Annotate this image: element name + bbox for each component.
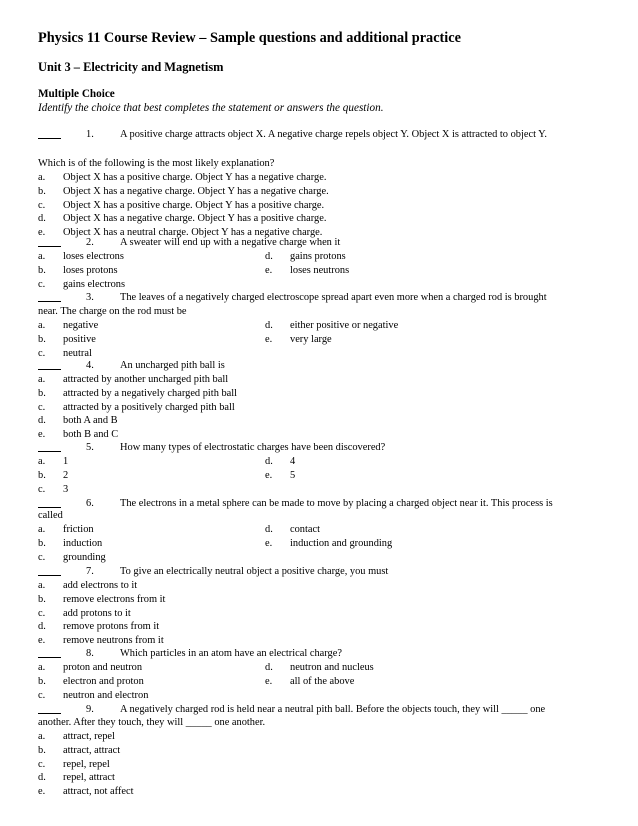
option-letter: e. (38, 429, 46, 441)
option-text: loses neutrons (290, 264, 350, 276)
option-text: contact (290, 524, 320, 535)
option-letter: c. (38, 483, 46, 495)
question-text: The leaves of a negatively charged electroscope spread apart even more when a charged rod is brought (120, 292, 547, 303)
option-text: loses electrons (63, 251, 124, 262)
option-letter: a. (38, 524, 46, 535)
option-letter: b. (38, 744, 46, 756)
option-text: 4 (290, 456, 296, 467)
option-text: all of the above (290, 675, 355, 687)
answer-blank (38, 648, 61, 658)
answer-blank (38, 704, 61, 714)
answer-blank (38, 442, 61, 452)
option-letter: c. (38, 347, 46, 359)
option-text: 3 (63, 483, 69, 495)
option-letter: b. (38, 537, 46, 549)
question-1 (38, 128, 600, 142)
option-letter: e. (38, 786, 46, 798)
option-letter: b. (38, 387, 46, 399)
option-letter: e. (38, 635, 46, 647)
option-text: Object X has a positive charge. Object Y has a negative charge. (63, 172, 327, 183)
answer-blank (38, 566, 61, 576)
option-text: induction (63, 537, 103, 549)
question-4 (38, 359, 600, 373)
question-text: An uncharged pith ball is (120, 360, 225, 371)
section-instructions: Identify the choice that best completes the statement or answers the question. (38, 102, 384, 114)
option-letter: c. (38, 758, 46, 770)
option-letter: a. (38, 731, 46, 742)
option-letter: a. (38, 456, 46, 467)
option-letter: c. (38, 551, 46, 563)
option-text: Object X has a positive charge. Object Y has a positive charge. (63, 199, 325, 211)
question-text-continued: near. The charge on the rod must be (38, 306, 187, 317)
option-text: negative (63, 320, 99, 331)
question-6 (38, 497, 600, 511)
option-text: attract, repel (63, 731, 115, 742)
option-letter: b. (38, 264, 46, 276)
option-letter: e. (265, 469, 273, 481)
option-letter: d. (265, 524, 273, 535)
option-text: Object X has a negative charge. Object Y has a positive charge. (63, 213, 327, 225)
option-letter: d. (265, 456, 273, 467)
question-number: 3. (86, 292, 94, 303)
option-text: both A and B (63, 415, 118, 427)
option-letter: d. (38, 415, 46, 427)
option-text: 1 (63, 456, 69, 467)
option-text: positive (63, 333, 96, 345)
question-number: 8. (86, 648, 94, 659)
option-text: induction and grounding (290, 537, 393, 549)
unit-heading: Unit 3 – Electricity and Magnetism (38, 60, 224, 74)
answer-blank (38, 237, 61, 247)
option-letter: e. (265, 264, 273, 276)
option-text: gains protons (290, 251, 346, 262)
option-letter: e. (265, 537, 273, 549)
option-text: repel, repel (63, 758, 110, 770)
option-letter: b. (38, 593, 46, 605)
question-number: 5. (86, 442, 94, 453)
option-text: repel, attract (63, 772, 115, 784)
option-text: proton and neutron (63, 662, 143, 673)
option-text: both B and C (63, 429, 119, 441)
option-text: remove electrons from it (63, 593, 166, 605)
option-letter: b. (38, 469, 46, 481)
option-text: neutron and electron (63, 689, 149, 701)
option-text: add protons to it (63, 607, 131, 619)
option-letter: c. (38, 199, 46, 211)
option-letter: d. (265, 320, 273, 331)
option-letter: b. (38, 333, 46, 345)
option-text: attracted by a positively charged pith ball (63, 401, 235, 413)
question-number: 7. (86, 566, 94, 577)
option-text: attracted by a negatively charged pith ball (63, 387, 238, 399)
option-text: either positive or negative (290, 320, 399, 331)
option-letter: a. (38, 662, 46, 673)
option-text: friction (63, 524, 94, 535)
option-letter: c. (38, 278, 46, 290)
option-letter: e. (265, 675, 273, 687)
option-letter: d. (265, 251, 273, 262)
option-text: loses protons (63, 264, 118, 276)
answer-blank (38, 360, 61, 370)
option-text: neutron and nucleus (290, 662, 374, 673)
section-heading: Multiple Choice (38, 88, 115, 100)
question-number: 1. (86, 129, 94, 140)
question-text-continued: called (38, 510, 63, 521)
option-text: remove protons from it (63, 621, 160, 633)
option-letter: c. (38, 689, 46, 701)
option-letter: d. (38, 621, 46, 633)
question-5 (38, 441, 600, 455)
question-7 (38, 565, 600, 579)
option-letter: b. (38, 675, 46, 687)
option-letter: c. (38, 401, 46, 413)
option-text: attracted by another uncharged pith ball (63, 374, 229, 385)
question-text: A sweater will end up with a negative charge when it (120, 237, 341, 248)
option-text: Object X has a negative charge. Object Y has a negative charge. (63, 185, 329, 197)
option-text: neutral (63, 347, 92, 359)
question-number: 4. (86, 360, 94, 371)
option-letter: a. (38, 172, 46, 183)
option-letter: a. (38, 374, 46, 385)
answer-blank (38, 292, 61, 302)
option-text: 2 (63, 469, 69, 481)
question-number: 2. (86, 237, 94, 248)
option-letter: b. (38, 185, 46, 197)
question-9 (38, 703, 600, 717)
question-text: Which particles in an atom have an electrical charge? (120, 648, 342, 659)
option-text: grounding (63, 551, 106, 563)
option-letter: d. (265, 662, 273, 673)
option-text: attract, attract (63, 744, 121, 756)
question-text-continued: Which is of the following is the most likely explanation? (38, 158, 275, 169)
question-2 (38, 236, 600, 250)
option-letter: a. (38, 320, 46, 331)
question-3 (38, 291, 600, 305)
answer-blank (38, 129, 61, 139)
option-letter: c. (38, 607, 46, 619)
option-letter: d. (38, 772, 46, 784)
option-text: gains electrons (63, 278, 126, 290)
option-text: add electrons to it (63, 580, 138, 591)
question-text: A negatively charged rod is held near a neutral pith ball. Before the objects touch, they will _____ one (120, 704, 546, 715)
option-text: remove neutrons from it (63, 635, 164, 647)
question-text: A positive charge attracts object X. A negative charge repels object Y. Object X is attracted to object Y. (120, 129, 547, 140)
answer-blank (38, 498, 61, 508)
question-number: 6. (86, 498, 94, 509)
option-letter: e. (265, 333, 273, 345)
option-text: attract, not affect (63, 786, 134, 798)
option-text: 5 (290, 469, 296, 481)
option-letter: a. (38, 580, 46, 591)
option-letter: e. (38, 227, 46, 239)
option-text: Object X has a neutral charge. Object Y has a negative charge. (63, 227, 323, 239)
option-text: electron and proton (63, 675, 144, 687)
question-text: The electrons in a metal sphere can be made to move by placing a charged object near it. This process is (120, 498, 553, 509)
question-text: How many types of electrostatic charges have been discovered? (120, 442, 386, 453)
option-text: very large (290, 333, 332, 345)
question-8 (38, 647, 600, 661)
question-text: To give an electrically neutral object a positive charge, you must (120, 566, 389, 577)
option-letter: a. (38, 251, 46, 262)
question-number: 9. (86, 704, 94, 715)
question-text-continued: another. After they touch, they will _____ one another. (38, 717, 266, 728)
option-letter: d. (38, 213, 46, 225)
page-title: Physics 11 Course Review – Sample questions and additional practice (38, 30, 461, 46)
